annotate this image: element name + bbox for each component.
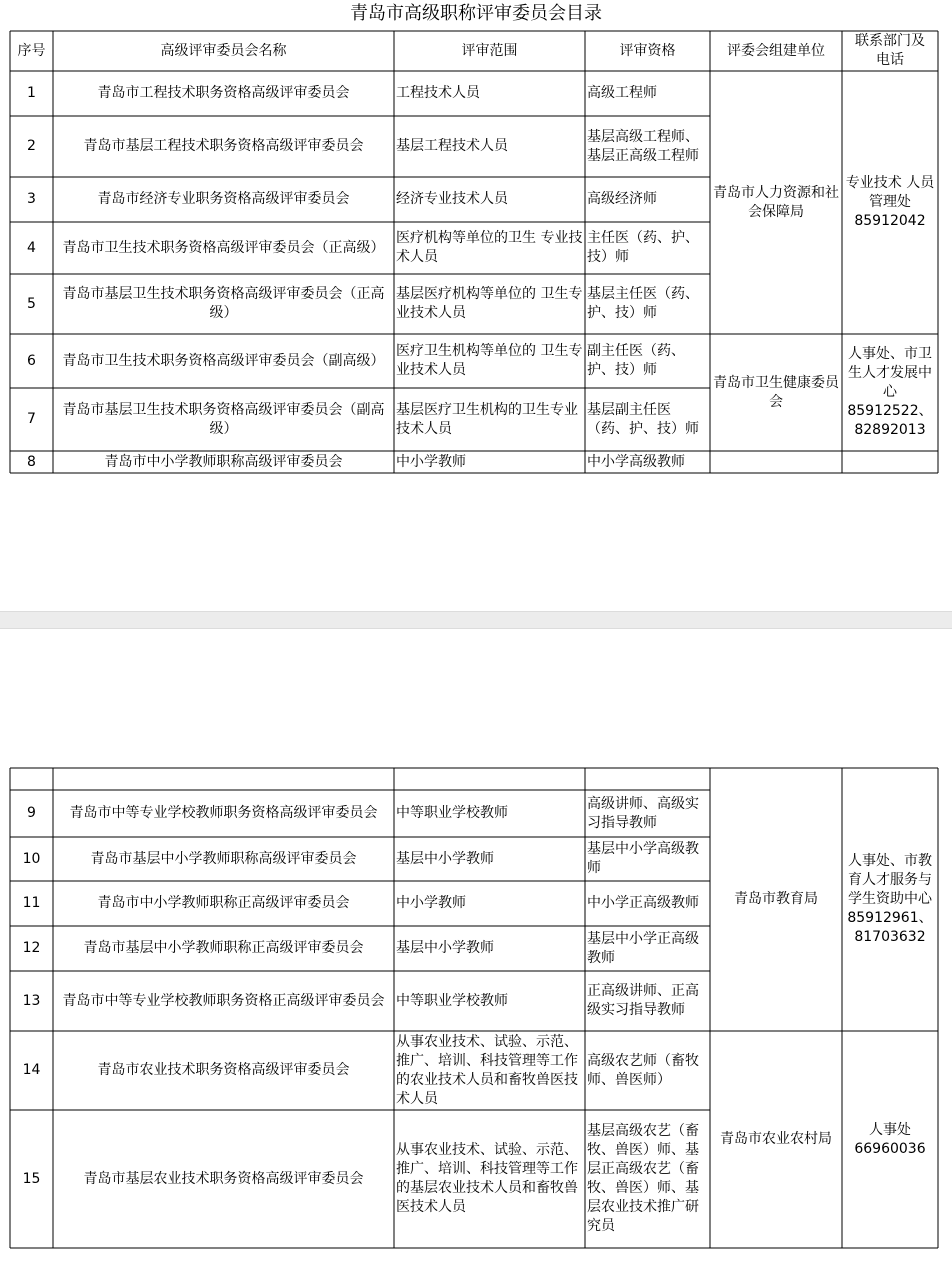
- header-name: 高级评审委员会名称: [160, 42, 287, 59]
- row-committee-name: 青岛市中等专业学校教师职务资格高级评审委员会: [69, 805, 378, 821]
- row-scope: 中小学教师: [396, 453, 466, 470]
- row-qualification: 中小学正高级教师: [587, 895, 699, 911]
- row-committee-name: 青岛市中小学教师职称正高级评审委员会: [97, 895, 350, 911]
- row-seq: 2: [27, 138, 36, 154]
- row-qualification: 高级工程师: [587, 85, 657, 101]
- row-qualification: 高级讲师、高级实习指导教师: [587, 795, 699, 831]
- organizer-cell: 青岛市教育局: [734, 891, 818, 907]
- row-seq: 7: [27, 411, 36, 427]
- row-committee-name: 青岛市基层中小学教师职称高级评审委员会: [90, 850, 357, 867]
- row-scope: 基层中小学教师: [396, 940, 494, 956]
- contact-cell: 人事处66960036: [854, 1121, 926, 1157]
- row-scope: 基层工程技术人员: [396, 138, 508, 154]
- row-committee-name: 青岛市工程技术职务资格高级评审委员会: [97, 85, 350, 101]
- row-seq: 10: [22, 850, 41, 867]
- row-seq: 15: [22, 1170, 41, 1187]
- header-scope: 评审范围: [461, 42, 518, 59]
- organizer-cell: 青岛市人力资源和社会保障局: [713, 184, 839, 220]
- row-scope: 医疗机构等单位的卫生 专业技术人员: [396, 230, 583, 265]
- row-qualification: 中小学高级教师: [587, 453, 685, 470]
- contact-cell: 专业技术 人员管理处85912042: [845, 175, 935, 229]
- row-seq: 11: [22, 895, 41, 911]
- row-qualification: 基层主任医（药、护、技）师: [587, 286, 699, 321]
- organizer-cell: 青岛市卫生健康委员会: [713, 374, 839, 410]
- row-seq: 8: [27, 453, 36, 470]
- header-organizer: 评委会组建单位: [727, 42, 825, 59]
- page-title: 青岛市高级职称评审委员会目录: [350, 3, 602, 24]
- row-seq: 12: [22, 940, 41, 956]
- row-committee-name: 青岛市基层卫生技术职务资格高级评审委员会（正高级）: [62, 286, 385, 321]
- row-committee-name: 青岛市基层农业技术职务资格高级评审委员会: [83, 1170, 364, 1187]
- row-qualification: 高级农艺师（畜牧师、兽医师）: [587, 1052, 699, 1088]
- row-committee-name: 青岛市基层卫生技术职务资格高级评审委员会（副高级）: [62, 401, 385, 437]
- row-committee-name: 青岛市中等专业学校教师职务资格正高级评审委员会: [62, 992, 385, 1009]
- row-seq: 4: [27, 239, 36, 256]
- row-qualification: 基层副主任医（药、护、技）师: [587, 401, 699, 437]
- row-qualification: 主任医（药、护、技）师: [587, 230, 699, 265]
- row-qualification: 正高级讲师、正高级实习指导教师: [587, 983, 699, 1018]
- contact-cell: 人事处、市卫生人才发展中心85912522、82892013: [847, 346, 933, 438]
- row-scope: 从事农业技术、试验、示范、推广、培训、科技管理等工作的基层农业技术人员和畜牧兽医技术人员: [396, 1142, 578, 1215]
- organizer-cell: 青岛市农业农村局: [720, 1131, 832, 1147]
- header-qualification: 评审资格: [619, 42, 676, 59]
- row-qualification: 高级经济师: [587, 191, 657, 207]
- row-committee-name: 青岛市基层中小学教师职称正高级评审委员会: [83, 940, 364, 956]
- row-committee-name: 青岛市中小学教师职称高级评审委员会: [104, 453, 343, 470]
- row-committee-name: 青岛市经济专业职务资格高级评审委员会: [97, 191, 350, 207]
- row-seq: 3: [27, 191, 36, 207]
- header-contact: 联系部门及电话: [855, 33, 925, 68]
- row-scope: 中小学教师: [396, 895, 466, 911]
- row-seq: 6: [27, 352, 36, 369]
- header-seq: 序号: [17, 42, 46, 59]
- row-scope: 基层医疗卫生机构的卫生专业技术人员: [396, 401, 578, 437]
- row-scope: 中等职业学校教师: [396, 992, 508, 1009]
- row-seq: 13: [22, 992, 41, 1009]
- row-scope: 工程技术人员: [396, 85, 480, 101]
- row-scope: 基层中小学教师: [396, 850, 494, 867]
- row-committee-name: 青岛市卫生技术职务资格高级评审委员会（正高级）: [62, 239, 385, 256]
- row-committee-name: 青岛市卫生技术职务资格高级评审委员会（副高级）: [62, 352, 385, 369]
- row-committee-name: 青岛市农业技术职务资格高级评审委员会: [97, 1062, 350, 1078]
- row-scope: 医疗卫生机构等单位的 卫生专业技术人员: [396, 343, 583, 378]
- row-seq: 9: [27, 805, 36, 821]
- row-qualification: 副主任医（药、护、技）师: [587, 343, 685, 378]
- row-seq: 1: [27, 85, 36, 101]
- row-scope: 基层医疗机构等单位的 卫生专业技术人员: [396, 286, 583, 321]
- contact-cell: 人事处、市教育人才服务与学生资助中心85912961、81703632: [847, 853, 933, 945]
- row-scope: 从事农业技术、试验、示范、推广、培训、科技管理等工作的农业技术人员和畜牧兽医技术人员: [396, 1033, 578, 1107]
- row-qualification: 基层中小学正高级教师: [587, 930, 699, 966]
- row-qualification: 基层高级农艺（畜牧、兽医）师、基层正高级农艺（畜牧、兽医）师、基层农业技术推广研究员: [587, 1123, 699, 1234]
- row-scope: 中等职业学校教师: [396, 805, 508, 821]
- row-seq: 14: [22, 1062, 41, 1078]
- row-qualification: 基层高级工程师、基层正高级工程师: [587, 128, 699, 164]
- row-qualification: 基层中小学高级教师: [587, 841, 699, 876]
- row-seq: 5: [27, 295, 36, 312]
- row-committee-name: 青岛市基层工程技术职务资格高级评审委员会: [83, 138, 364, 154]
- row-scope: 经济专业技术人员: [396, 191, 508, 207]
